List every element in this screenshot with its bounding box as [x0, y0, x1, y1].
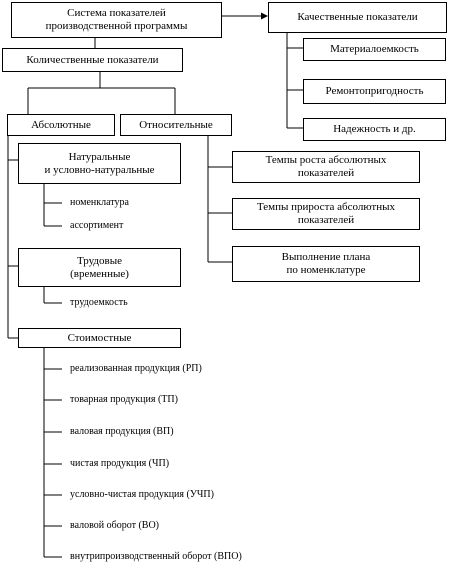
quality-item-repair: Ремонтопригодность [303, 79, 446, 104]
cost-item-vo: валовой оборот (ВО) [70, 520, 159, 531]
arrow-head [261, 13, 268, 20]
natural-item-nomenclature: номенклатура [70, 197, 129, 208]
relative-box: Относительные [120, 114, 232, 136]
labor-box: Трудовые (временные) [18, 248, 181, 287]
labor-item-laboriousness: трудоемкость [70, 297, 128, 308]
cost-item-vp: валовая продукция (ВП) [70, 426, 174, 437]
cost-item-vpo: внутрипроизводственный оборот (ВПО) [70, 551, 242, 562]
cost-item-chp: чистая продукция (ЧП) [70, 458, 170, 469]
cost-item-rp: реализованная продукция (РП) [70, 363, 202, 374]
quality-item-material: Материалоемкость [303, 38, 446, 61]
system-box: Система показателей производственной программы [11, 2, 222, 38]
cost-item-uchp: условно-чистая продукция (УЧП) [70, 489, 214, 500]
quality-box: Качественные показатели [268, 2, 447, 33]
absolute-box: Абсолютные [7, 114, 115, 136]
cost-box: Стоимостные [18, 328, 181, 348]
relative-item-plan: Выполнение плана по номенклатуре [232, 246, 420, 282]
quantity-box: Количественные показатели [2, 48, 183, 72]
natural-item-assortment: ассортимент [70, 220, 124, 231]
cost-item-tp: товарная продукция (ТП) [70, 394, 178, 405]
relative-item-increase: Темпы прироста абсолютных показателей [232, 198, 420, 230]
relative-item-growth: Темпы роста абсолютных показателей [232, 151, 420, 183]
quality-item-reliability: Надежность и др. [303, 118, 446, 141]
natural-box: Натуральные и условно-натуральные [18, 143, 181, 184]
